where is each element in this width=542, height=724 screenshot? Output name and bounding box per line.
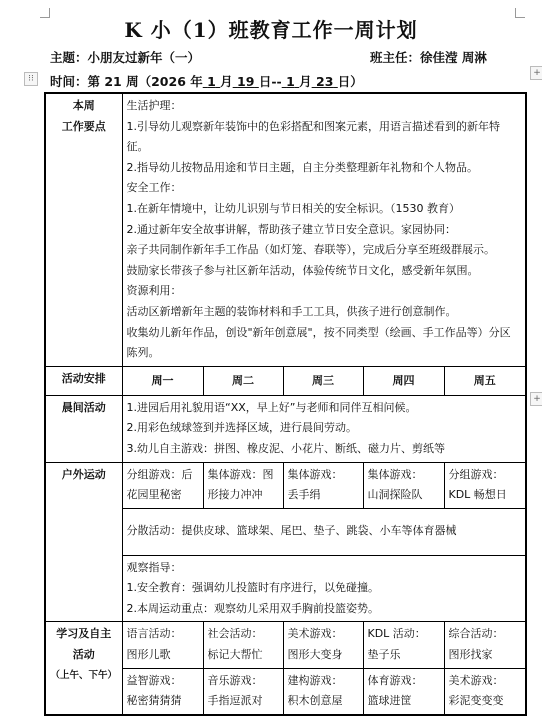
observe-line: 2.本周运动重点：观察幼儿采用双手胸前投篮姿势。 bbox=[126, 601, 379, 615]
morning-label: 晨间活动 bbox=[45, 395, 122, 462]
morning-line: 3.幼儿自主游戏：拼图、橡皮泥、小花片、断纸、磁力片、剪纸等 bbox=[126, 441, 445, 455]
time-line bbox=[50, 72, 363, 90]
study-fri-pm[interactable]: 美术游戏： 彩泥变变变 bbox=[444, 668, 526, 715]
outdoor-game-thu[interactable]: 集体游戏： 山洞探险队 bbox=[363, 462, 444, 508]
document-title: K 小（1）班教育工作一周计划 bbox=[124, 18, 418, 42]
goal-line: 2.通过新年安全故事讲解，帮助孩子建立节日安全意识。家园协同： bbox=[126, 222, 456, 236]
study-row-1 bbox=[45, 622, 526, 668]
outdoor-game-tue[interactable]: 集体游戏：图 形接力冲冲 bbox=[203, 462, 283, 508]
goal-line: 1.在新年情境中，让幼儿识别与节日相关的安全标识。（1530 教育） bbox=[126, 201, 460, 215]
start-month: 1 bbox=[207, 74, 216, 89]
goal-line: 2.指导幼儿按物品用途和节日主题，自主分类整理新年礼物和个人物品。 bbox=[126, 160, 478, 174]
study-label: 学习及自主 活动 （上午、下午） bbox=[45, 622, 122, 715]
week-goals-content[interactable] bbox=[122, 93, 526, 366]
morning-content[interactable] bbox=[122, 395, 526, 462]
end-day: 23 bbox=[316, 74, 334, 89]
study-mon-pm[interactable]: 益智游戏： 秘密猜猜猜 bbox=[122, 668, 203, 715]
outdoor-games-row bbox=[45, 462, 526, 508]
time-month-label: 月 bbox=[220, 74, 233, 89]
study-wed-am[interactable]: 美术游戏： 图形大变身 bbox=[283, 622, 363, 668]
goal-line: 1.引导幼儿观察新年装饰中的色彩搭配和图案元素，用语言描述看到的新年特征。 bbox=[126, 119, 500, 154]
table-move-handle-icon[interactable]: ⁝⁝ bbox=[24, 72, 38, 86]
goal-line: 活动区新增新年主题的装饰材料和手工工具，供孩子进行创意制作。 bbox=[126, 304, 457, 318]
day-wednesday: 周三 bbox=[283, 366, 363, 395]
study-thu-am[interactable]: KDL 活动： 垫子乐 bbox=[363, 622, 444, 668]
outdoor-game-fri[interactable]: 分组游戏： KDL 畅想日 bbox=[444, 462, 526, 508]
week-goals-row bbox=[45, 93, 526, 366]
study-thu-pm[interactable]: 体育游戏： 篮球进筐 bbox=[363, 668, 444, 715]
teacher-line: 班主任：徐佳滢 周淋 bbox=[370, 50, 487, 65]
start-day: 19 bbox=[237, 74, 255, 89]
add-column-icon-2[interactable]: + bbox=[530, 392, 542, 406]
schedule-header-row bbox=[45, 366, 526, 395]
morning-row bbox=[45, 395, 526, 462]
time-suffix: 日） bbox=[337, 74, 363, 89]
observe-line: 1.安全教育：强调幼儿投篮时有序进行，以免碰撞。 bbox=[126, 581, 379, 595]
study-tue-pm[interactable]: 音乐游戏： 手指逗派对 bbox=[203, 668, 283, 715]
time-prefix: 时间：第 21 周（2026 年 bbox=[50, 74, 203, 89]
morning-line: 1.进园后用礼貌用语“XX，早上好”与老师和同伴互相问候。 bbox=[126, 400, 417, 414]
schedule-label: 活动安排 bbox=[45, 366, 122, 395]
time-month-label-2: 月 bbox=[299, 74, 312, 89]
end-month: 1 bbox=[286, 74, 295, 89]
study-wed-pm[interactable]: 建构游戏： 积木创意屋 bbox=[283, 668, 363, 715]
outdoor-label: 户外运动 bbox=[45, 462, 122, 622]
outdoor-scatter-content[interactable] bbox=[122, 508, 526, 555]
observe-line: 观察指导： bbox=[126, 560, 182, 574]
day-thursday: 周四 bbox=[363, 366, 444, 395]
study-tue-am[interactable]: 社会活动： 标记大帮忙 bbox=[203, 622, 283, 668]
morning-line: 2.用彩色绒球签到并选择区域，进行晨间劳动。 bbox=[126, 421, 357, 435]
goal-line: 资源利用： bbox=[126, 284, 182, 298]
day-friday: 周五 bbox=[444, 366, 526, 395]
time-separator: 日-- bbox=[258, 74, 282, 89]
day-tuesday: 周二 bbox=[203, 366, 283, 395]
goal-line: 生活护理： bbox=[126, 99, 182, 112]
outdoor-game-wed[interactable]: 集体游戏： 丢手绢 bbox=[283, 462, 363, 508]
week-goals-label: 本周 工作要点 bbox=[45, 93, 122, 366]
day-monday: 周一 bbox=[122, 366, 203, 395]
theme-line: 主题：小朋友过新年（一） bbox=[50, 50, 201, 65]
goal-line: 安全工作： bbox=[126, 181, 182, 195]
study-mon-am[interactable]: 语言活动： 图形儿歌 bbox=[122, 622, 203, 668]
weekly-plan-table bbox=[44, 92, 527, 716]
study-fri-am[interactable]: 综合活动： 图形找家 bbox=[444, 622, 526, 668]
goal-line: 鼓励家长带孩子参与社区新年活动，体验传统节日文化，感受新年氛围。 bbox=[126, 263, 479, 277]
goal-line: 收集幼儿新年作品，创设"新年创意展"，按不同类型（绘画、手工作品等）分区陈列。 bbox=[126, 325, 511, 360]
add-column-icon[interactable]: + bbox=[530, 66, 542, 80]
scatter-line: 分散活动：提供皮球、篮球架、尾巴、垫子、跳袋、小车等体育器械 bbox=[126, 524, 457, 538]
outdoor-game-mon[interactable]: 分组游戏：后 花园里秘密 bbox=[122, 462, 203, 508]
outdoor-observe-content[interactable] bbox=[122, 555, 526, 622]
goal-line: 亲子共同制作新年手工作品（如灯笼、春联等），完成后分享至班级群展示。 bbox=[126, 243, 495, 257]
